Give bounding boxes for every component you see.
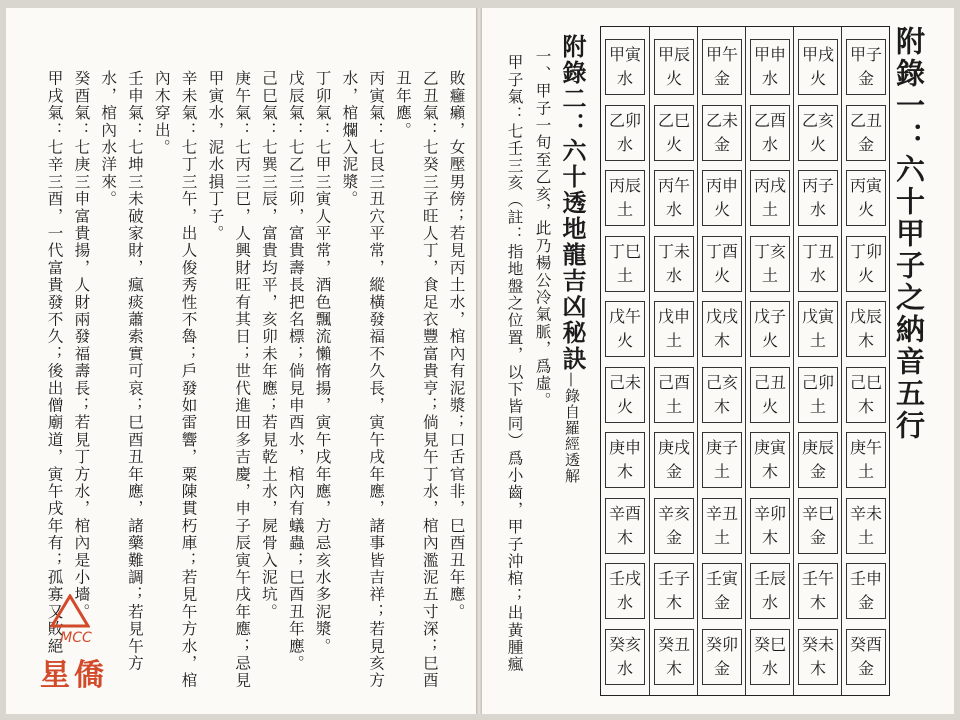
ganzhi-label: 丁丑 [801, 241, 834, 261]
table-cell [846, 432, 886, 488]
element-label: 土 [713, 462, 730, 481]
ganzhi-label: 癸亥 [608, 634, 641, 654]
element-label: 水 [665, 200, 682, 219]
appendix2-title [558, 34, 587, 484]
ganzhi-label: 壬寅 [705, 569, 738, 588]
ganzhi-label: 壬午 [801, 569, 834, 588]
ganzhi-label: 乙亥 [801, 110, 834, 130]
ganzhi-label: 甲午 [705, 45, 738, 64]
element-label: 木 [857, 396, 874, 416]
ganzhi-label: 庚寅 [753, 438, 786, 457]
ganzhi-label: 乙酉 [753, 110, 786, 130]
table-column [601, 27, 649, 695]
table-cell [654, 39, 694, 95]
ganzhi-label: 丁卯 [849, 241, 882, 261]
appendix2-line-1: 一、甲子一旬至乙亥，此乃楊公冷氣脈，爲虛。 [533, 48, 552, 410]
element-label: 水 [761, 69, 778, 88]
element-label: 土 [761, 200, 778, 219]
ganzhi-label: 辛未 [849, 503, 882, 523]
table-cell [605, 301, 645, 357]
ganzhi-label: 辛巳 [801, 503, 834, 523]
element-label: 火 [616, 396, 633, 416]
ganzhi-label: 辛丑 [705, 503, 738, 523]
element-label: 水 [809, 265, 826, 285]
stamp-top-text: MCC [60, 630, 92, 646]
text-column: 甲戌氣：七辛三酉，一代富貴發不久；後出僧廟道，寅午戌年有；孤寡又敗絕 [45, 70, 64, 655]
ganzhi-label: 庚申 [608, 438, 641, 457]
table-cell [846, 170, 886, 226]
table-cell [750, 105, 790, 161]
table-cell [605, 105, 645, 161]
ganzhi-label: 戊申 [657, 307, 690, 326]
table-cell [702, 236, 742, 292]
table-cell [750, 301, 790, 357]
table-cell [654, 563, 694, 619]
table-cell [750, 498, 790, 554]
element-label: 金 [665, 527, 682, 547]
element-label: 金 [713, 593, 730, 612]
element-label: 火 [665, 134, 682, 154]
appendix2-title-text: 附錄二：六十透地龍吉凶秘訣 [558, 34, 587, 372]
ganzhi-label: 丁巳 [608, 241, 641, 261]
element-label: 火 [809, 134, 826, 154]
ganzhi-label: 丁亥 [753, 241, 786, 261]
ganzhi-label: 庚辰 [801, 438, 834, 457]
element-label: 火 [713, 265, 730, 285]
text-column: 己巳氣：七巽三辰，富貴均平，亥卯未年應；若見乾土水，屍骨入泥坑。 [259, 70, 278, 621]
ganzhi-label: 壬子 [657, 569, 690, 588]
ganzhi-label: 庚戌 [657, 438, 690, 457]
table-cell [702, 39, 742, 95]
ganzhi-label: 庚午 [849, 438, 882, 457]
element-label: 火 [616, 331, 633, 350]
ganzhi-label: 癸酉 [849, 634, 882, 654]
text-column: 乙丑氣：七癸三子旺人丁，食足衣豐富貴亨；倘見午丁水，棺內濫泥五寸深；巳酉 [420, 70, 439, 690]
ganzhi-label: 戊戌 [705, 307, 738, 326]
element-label: 金 [857, 134, 874, 154]
table-cell [605, 39, 645, 95]
table-cell [846, 301, 886, 357]
table-cell [750, 367, 790, 423]
ganzhi-label: 丙申 [705, 176, 738, 195]
ganzhi-label: 辛亥 [657, 503, 690, 523]
table-cell [654, 301, 694, 357]
table-cell [846, 498, 886, 554]
ganzhi-label: 戊午 [608, 307, 641, 326]
table-column [697, 27, 746, 695]
ganzhi-label: 辛酉 [608, 503, 641, 523]
table-cell [605, 236, 645, 292]
element-label: 土 [857, 527, 874, 547]
element-label: 土 [713, 527, 730, 547]
element-label: 土 [809, 331, 826, 350]
table-cell [654, 367, 694, 423]
element-label: 木 [665, 658, 682, 678]
text-column: 敗癰癩，女壓男傍；若見丙土水，棺內有泥漿；口舌官非，巳酉丑年應。 [447, 70, 466, 621]
element-label: 火 [761, 331, 778, 350]
table-cell [798, 367, 838, 423]
text-column: 丙寅氣：七艮三丑穴平常，縱橫發福不久長，寅午戌年應，諸事皆吉祥；若見亥方 [367, 70, 386, 690]
element-label: 金 [857, 658, 874, 678]
table-cell [605, 170, 645, 226]
element-label: 金 [857, 593, 874, 612]
table-cell [750, 236, 790, 292]
element-label: 土 [665, 331, 682, 350]
ganzhi-label: 丁酉 [705, 241, 738, 261]
text-column: 丑年應。 [393, 70, 412, 139]
ganzhi-label: 戊辰 [849, 307, 882, 326]
element-label: 金 [809, 527, 826, 547]
element-label: 火 [857, 200, 874, 219]
ganzhi-label: 乙卯 [608, 110, 641, 130]
table-cell [798, 236, 838, 292]
element-label: 木 [761, 527, 778, 547]
ganzhi-label: 甲寅 [608, 45, 641, 64]
text-column: 癸酉氣：七庚三申富貴揚，人財兩發福壽長；若見丁方水，棺內是小墻。 [72, 70, 91, 621]
table-cell [702, 367, 742, 423]
ganzhi-label: 戊寅 [801, 307, 834, 326]
element-label: 土 [857, 462, 874, 481]
element-label: 木 [713, 396, 730, 416]
table-cell [750, 629, 790, 685]
element-label: 火 [665, 69, 682, 88]
element-label: 水 [761, 593, 778, 612]
table-cell [846, 105, 886, 161]
element-label: 水 [616, 658, 633, 678]
table-cell [605, 432, 645, 488]
table-cell [798, 629, 838, 685]
table-cell [702, 563, 742, 619]
right-page [482, 8, 954, 714]
element-label: 火 [857, 265, 874, 285]
text-column: 戊辰氣：七乙三卯，富貴壽長把名標；倘見申酉水，棺內有蟻蟲；巳酉丑年應。 [286, 70, 305, 672]
table-cell [654, 629, 694, 685]
table-cell [798, 170, 838, 226]
element-label: 木 [713, 331, 730, 350]
ganzhi-label: 戊子 [753, 307, 786, 326]
element-label: 土 [761, 265, 778, 285]
appendix2-line-2: 甲子氣：七壬三亥（註：指地盤之位置，以下皆同）爲小齒，甲子沖棺；出黃腫瘋 [505, 54, 524, 674]
ganzhi-label: 甲子 [849, 45, 882, 64]
table-cell [702, 432, 742, 488]
table-cell [654, 105, 694, 161]
element-label: 土 [616, 265, 633, 285]
table-column [841, 27, 890, 695]
table-cell [605, 629, 645, 685]
table-cell [750, 170, 790, 226]
table-cell [846, 563, 886, 619]
table-cell [798, 432, 838, 488]
table-cell [702, 301, 742, 357]
element-label: 土 [616, 200, 633, 219]
ganzhi-label: 己巳 [849, 372, 882, 392]
text-column: 丁卯氣：七甲三寅人平常，酒色飄流懶惰揚，寅午戌年應，方忌亥水多泥漿。 [313, 70, 332, 655]
ganzhi-label: 己卯 [801, 372, 834, 392]
stamp-main-text: 星僑 [40, 658, 108, 693]
element-label: 金 [713, 134, 730, 154]
element-label: 水 [616, 134, 633, 154]
text-column: 庚午氣：七丙三巳，人興財旺有其日；世代進田多吉慶，申子辰寅午戌年應；忌見 [233, 70, 252, 690]
table-cell [846, 236, 886, 292]
appendix1-title: 附錄一：六十甲子之納音五行 [892, 26, 926, 442]
text-column: 壬申氣：七坤三未破家財，瘋痰蕭索實可哀；巳酉丑年應，諸藥難調；若見午方 [125, 70, 144, 672]
ganzhi-label: 丁未 [657, 241, 690, 261]
table-cell [846, 629, 886, 685]
element-label: 土 [809, 396, 826, 416]
triangle-logo-icon [50, 594, 90, 628]
watermark-stamp [20, 594, 124, 714]
element-label: 木 [857, 331, 874, 350]
table-cell [798, 105, 838, 161]
appendix2-credit: —錄自羅經透解 [563, 372, 581, 484]
element-label: 木 [665, 593, 682, 612]
table-cell [798, 301, 838, 357]
table-cell [702, 498, 742, 554]
ganzhi-label: 丙子 [801, 176, 834, 195]
element-label: 火 [809, 69, 826, 88]
table-cell [702, 629, 742, 685]
ganzhi-label: 丙戌 [753, 176, 786, 195]
element-label: 金 [713, 658, 730, 678]
text-column: 水，棺內水洋來。 [99, 70, 118, 208]
element-label: 木 [809, 658, 826, 678]
ganzhi-label: 癸巳 [753, 634, 786, 654]
ganzhi-label: 己丑 [753, 372, 786, 392]
left-page [6, 8, 476, 714]
element-label: 木 [616, 527, 633, 547]
ganzhi-label: 壬申 [849, 569, 882, 588]
table-cell [846, 367, 886, 423]
element-label: 金 [665, 462, 682, 481]
ganzhi-label: 壬戌 [608, 569, 641, 588]
table-cell [605, 498, 645, 554]
element-label: 木 [809, 593, 826, 612]
ganzhi-label: 丙寅 [849, 176, 882, 195]
element-label: 土 [665, 396, 682, 416]
text-column: 內木穿出。 [152, 70, 171, 156]
ganzhi-label: 甲申 [753, 45, 786, 64]
ganzhi-label: 丙辰 [608, 176, 641, 195]
ganzhi-label: 己亥 [705, 372, 738, 392]
element-label: 水 [616, 69, 633, 88]
element-label: 木 [761, 462, 778, 481]
table-cell [702, 105, 742, 161]
table-cell [750, 39, 790, 95]
element-label: 水 [616, 593, 633, 612]
element-label: 金 [857, 69, 874, 88]
table-cell [798, 498, 838, 554]
ganzhi-label: 壬辰 [753, 569, 786, 588]
ganzhi-label: 甲辰 [657, 45, 690, 64]
table-cell [798, 39, 838, 95]
table-column [793, 27, 842, 695]
element-label: 金 [713, 69, 730, 88]
ganzhi-label: 癸丑 [657, 634, 690, 654]
ganzhi-label: 辛卯 [753, 503, 786, 523]
ganzhi-label: 庚子 [705, 438, 738, 457]
table-cell [750, 563, 790, 619]
element-label: 木 [616, 462, 633, 481]
text-column: 水，棺爛入泥漿。 [340, 70, 359, 208]
element-label: 水 [809, 200, 826, 219]
table-column [649, 27, 698, 695]
element-label: 水 [761, 134, 778, 154]
ganzhi-label: 乙丑 [849, 110, 882, 130]
ganzhi-label: 癸卯 [705, 634, 738, 654]
table-cell [702, 170, 742, 226]
table-cell [654, 170, 694, 226]
text-column: 甲寅水，泥水損丁子。 [206, 70, 225, 242]
table-cell [605, 563, 645, 619]
table-cell [846, 39, 886, 95]
ganzhi-label: 甲戌 [801, 45, 834, 64]
ganzhi-label: 癸未 [801, 634, 834, 654]
ganzhi-label: 乙巳 [657, 110, 690, 130]
ganzhi-label: 丙午 [657, 176, 690, 195]
table-cell [750, 432, 790, 488]
ganzhi-label: 乙未 [705, 110, 738, 130]
element-label: 火 [713, 200, 730, 219]
nayin-table [600, 26, 890, 696]
element-label: 金 [809, 462, 826, 481]
table-cell [605, 367, 645, 423]
table-cell [798, 563, 838, 619]
table-cell [654, 236, 694, 292]
element-label: 水 [665, 265, 682, 285]
table-cell [654, 432, 694, 488]
element-label: 火 [761, 396, 778, 416]
text-column: 辛未氣：七丁三午，出人俊秀性不魯；戶發如雷響，粟陳貫朽庫；若見午方水，棺 [179, 70, 198, 690]
element-label: 水 [761, 658, 778, 678]
ganzhi-label: 己未 [608, 372, 641, 392]
table-column [745, 27, 794, 695]
ganzhi-label: 己酉 [657, 372, 690, 392]
table-cell [654, 498, 694, 554]
